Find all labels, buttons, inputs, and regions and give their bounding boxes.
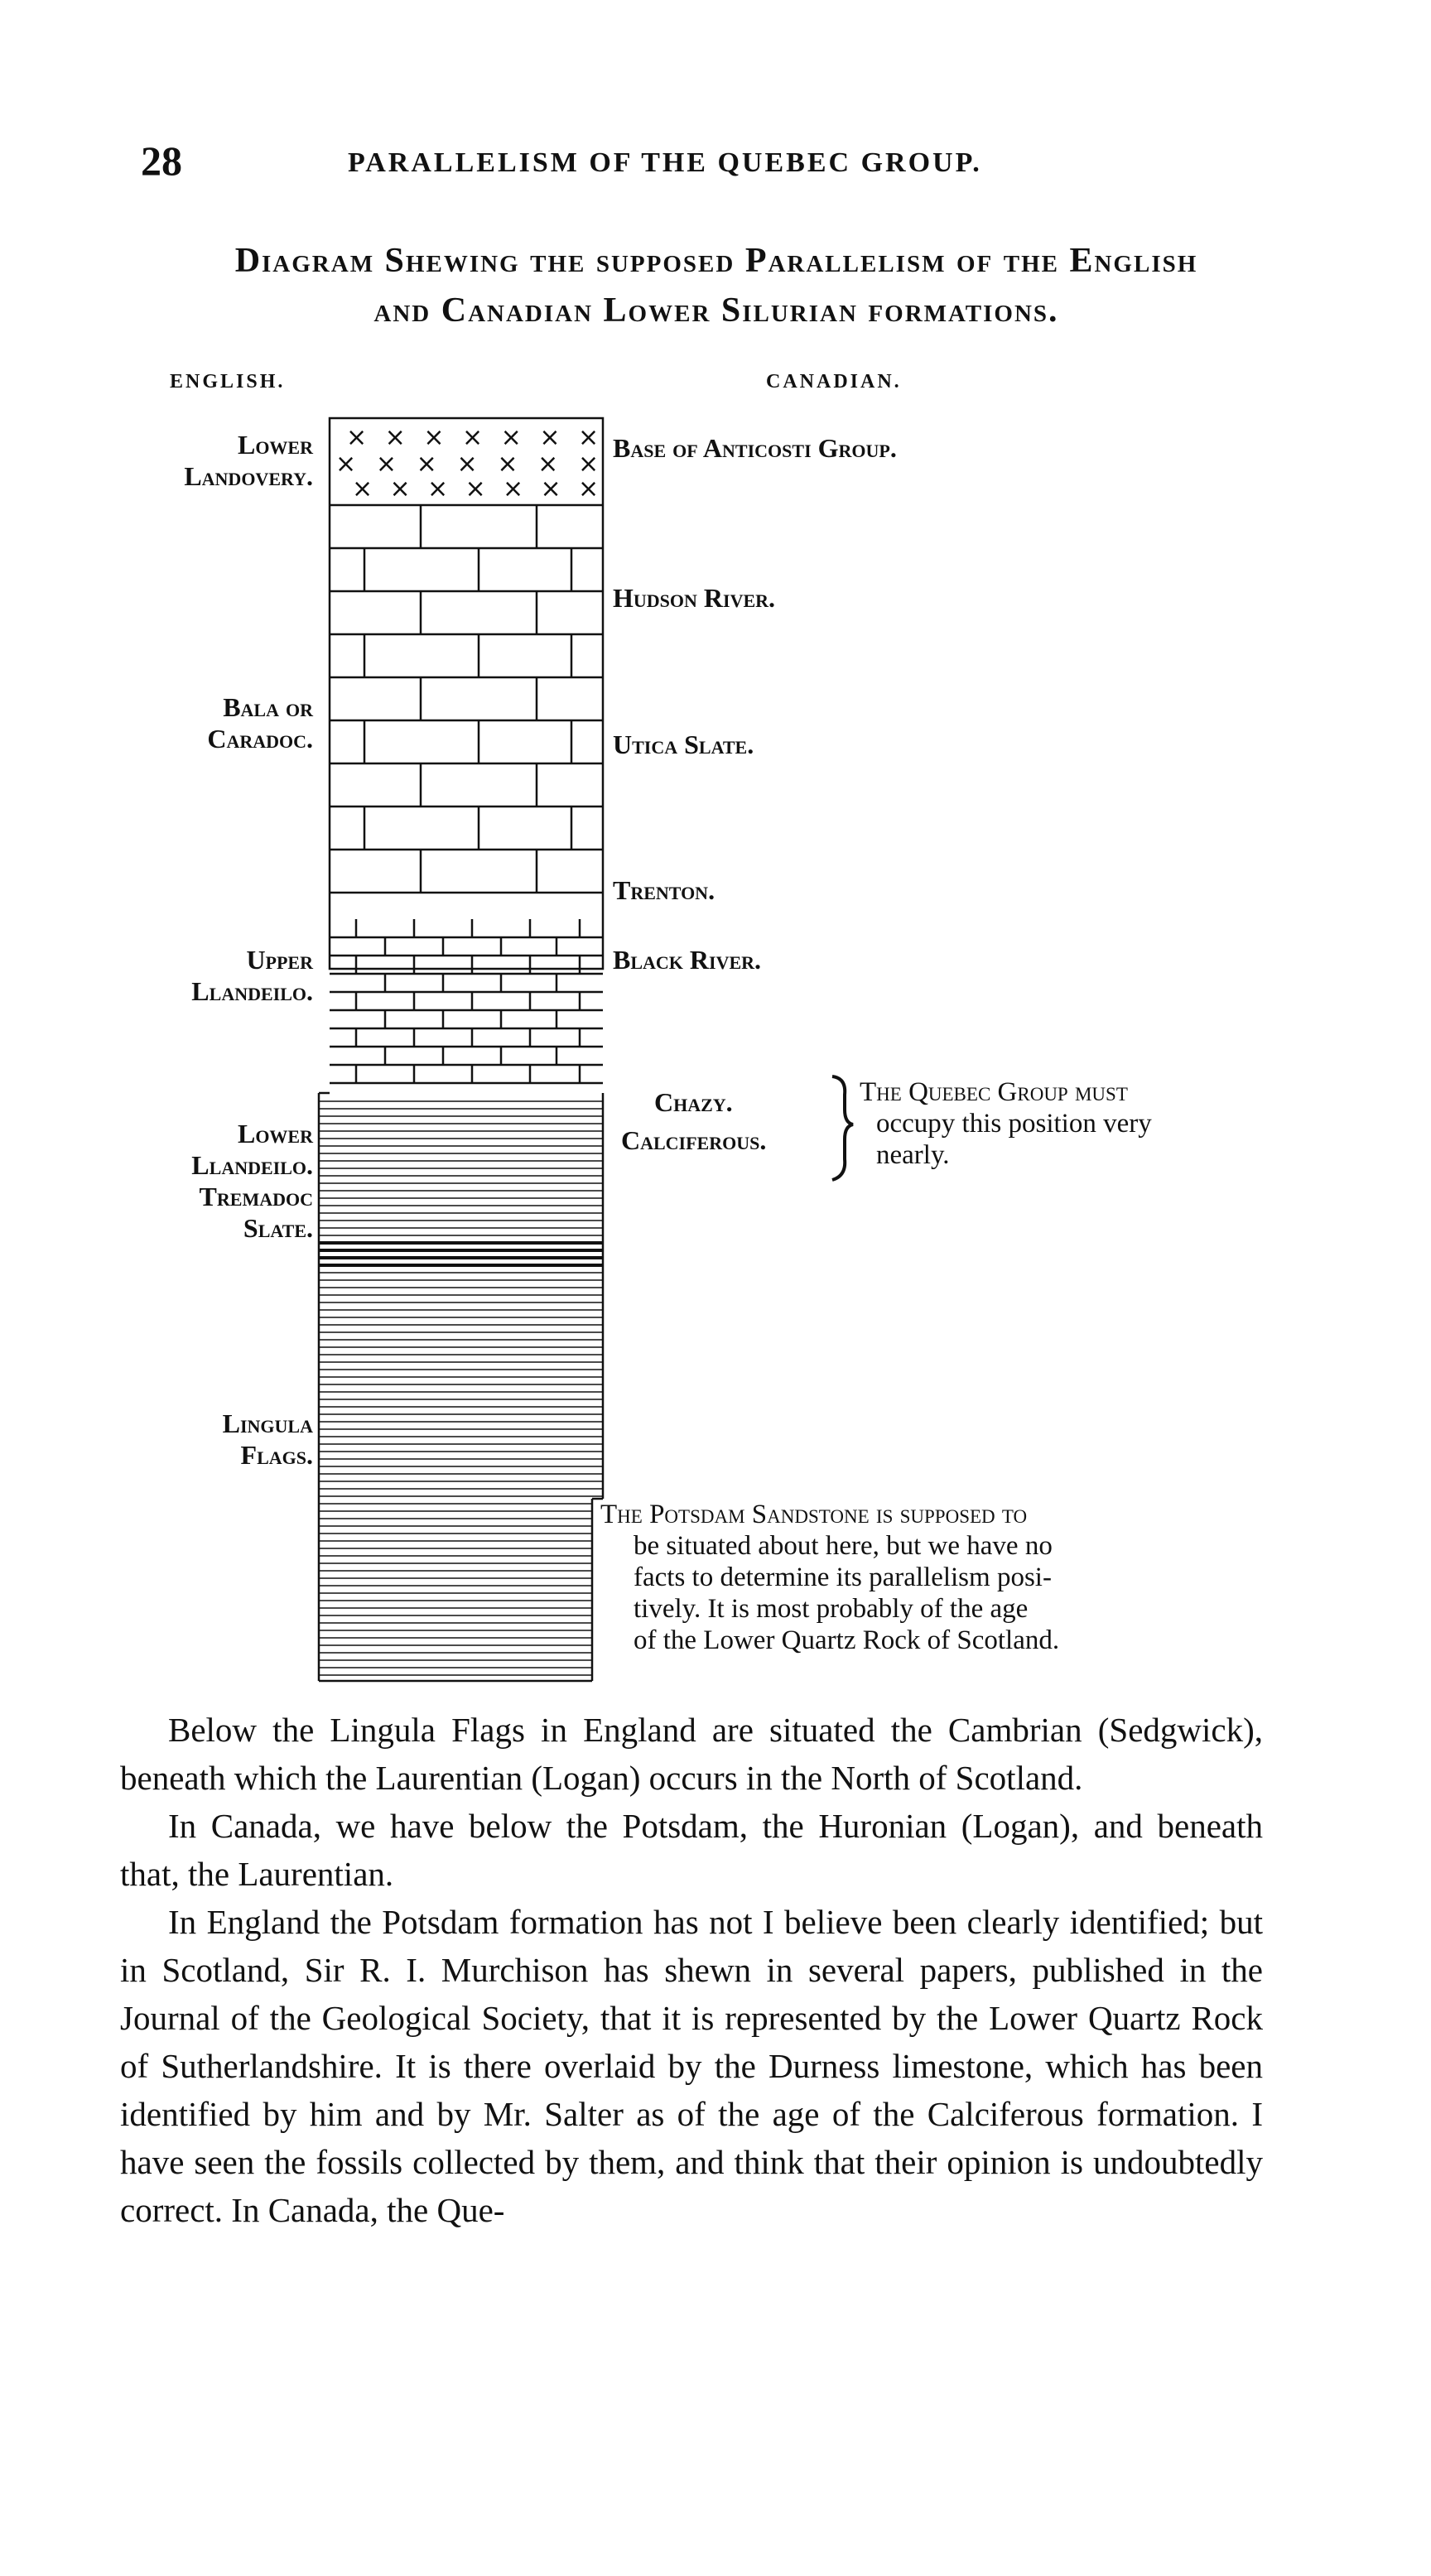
- english-label-lower-landovery: Lower Landovery.: [184, 430, 313, 491]
- cross-mark: ×: [346, 423, 368, 452]
- cross-mark: ×: [540, 474, 561, 503]
- cross-mark: ×: [537, 450, 559, 479]
- potsdam-note: The Potsdam Sandstone is supposed to be situated about here, but we have no facts to determine its parallelism posi- tively. It is most probably of the age of the Lower Quartz Rock of Scotland.: [600, 1500, 1060, 1655]
- english-label-lingula-flags: Lingula Flags.: [222, 1408, 313, 1470]
- cross-mark: ×: [500, 423, 522, 452]
- canadian-label-trenton: Trenton.: [613, 875, 716, 905]
- canadian-label-hudson-river: Hudson River.: [613, 583, 776, 613]
- page-number: 28: [141, 137, 182, 184]
- diagram-title-line2: and Canadian Lower Silurian formations.: [373, 291, 1059, 330]
- english-label-upper-llandeilo: Upper Llandeilo.: [191, 945, 313, 1006]
- paragraph-1: Below the Lingula Flags in England are situated the Cambrian (Sedgwick), beneath which the Laurentian (Logan) occurs in the North of Scotland.: [120, 1711, 1263, 1797]
- cross-mark: ×: [578, 474, 600, 503]
- canadian-label-black-river: Black River.: [613, 945, 762, 975]
- cross-mark: ×: [416, 450, 437, 479]
- canadian-column-heading: CANADIAN.: [766, 371, 902, 392]
- cross-mark: ×: [456, 450, 478, 479]
- cross-mark: ×: [389, 474, 411, 503]
- cross-mark: ×: [352, 474, 373, 503]
- cross-mark: ×: [578, 423, 600, 452]
- cross-mark: ×: [462, 423, 484, 452]
- canadian-label-utica-slate: Utica Slate.: [613, 729, 754, 759]
- cross-mark: ×: [335, 450, 357, 479]
- cross-mark: ×: [384, 423, 406, 452]
- quebec-group-note: The Quebec Group must occupy this position very nearly.: [860, 1077, 1152, 1170]
- canadian-label-calciferous: Calciferous.: [621, 1125, 767, 1155]
- english-label-lower-llandeilo-tremadoc: Lower Llandeilo. Tremadoc Slate.: [191, 1119, 313, 1243]
- canadian-label-chazy: Chazy.: [654, 1087, 733, 1117]
- cross-mark: ×: [423, 423, 445, 452]
- canadian-label-anticosti: Base of Anticosti Group.: [613, 433, 897, 463]
- cross-mark: ×: [497, 450, 518, 479]
- english-column-heading: ENGLISH.: [170, 371, 286, 392]
- paragraph-3: In England the Potsdam formation has not I believe been clearly identified; but in Scotland, Sir R. I. Murchison has shewn in several papers, published in the Journal of the Geological Society, that it is represented by the Lower Quartz Rock of Sutherlandshire. It is there overlaid by the Durness limestone, which has been identified by him and by Mr. Salter as of the age of the Calciferous formation. I have seen the fossils collected by them, and think that their opinion is undoubtedly correct. In Canada, the Que-: [120, 1903, 1263, 2229]
- cross-mark: ×: [465, 474, 486, 503]
- cross-mark: ×: [427, 474, 449, 503]
- body-text: [120, 1706, 1263, 2234]
- cross-mark: ×: [578, 450, 600, 479]
- cross-mark: ×: [539, 423, 561, 452]
- english-label-bala-caradoc: Bala or Caradoc.: [207, 692, 313, 754]
- cross-mark: ×: [503, 474, 524, 503]
- running-head: PARALLELISM OF THE QUEBEC GROUP.: [348, 147, 982, 178]
- diagram-title-line1: Diagram Shewing the supposed Parallelism of the English: [234, 242, 1198, 280]
- paragraph-2: In Canada, we have below the Potsdam, the Huronian (Logan), and beneath that, the Laurentian.: [120, 1807, 1263, 1893]
- cross-mark: ×: [375, 450, 397, 479]
